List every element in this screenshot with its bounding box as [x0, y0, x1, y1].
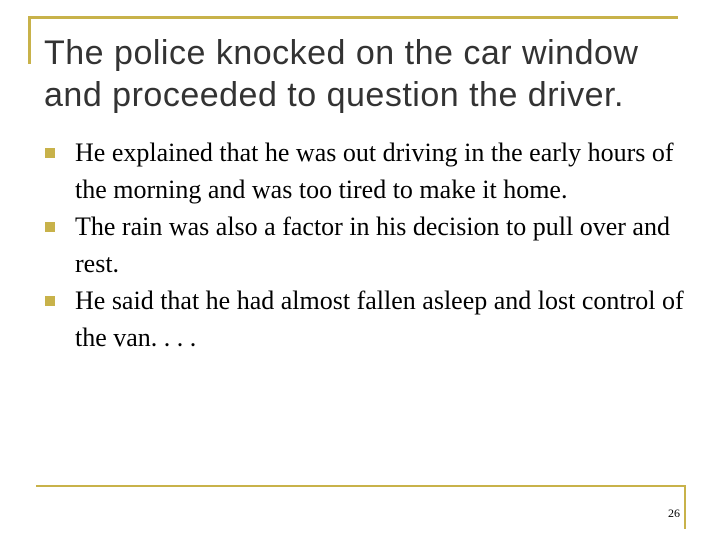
- page-number: 26: [668, 506, 680, 520]
- bullet-item-3: [44, 282, 684, 356]
- square-bullet-icon: [45, 222, 55, 232]
- square-bullet-icon: [45, 148, 55, 158]
- frame-top-border: [28, 16, 678, 19]
- bullet-list: [44, 134, 684, 356]
- frame-left-border: [28, 16, 31, 64]
- bullet-text-2: The rain was also a factor in his decision to pull over and rest.: [75, 212, 670, 278]
- bullet-item-2: [44, 208, 684, 282]
- bullet-item-1: [44, 134, 684, 208]
- frame-bottom-border: [36, 485, 686, 487]
- square-bullet-icon: [45, 296, 55, 306]
- frame-right-border: [684, 485, 686, 529]
- bullet-text-1: He explained that he was out driving in the early hours of the morning and was too tired to make it home.: [75, 138, 674, 204]
- bullet-text-3: He said that he had almost fallen asleep and lost control of the van. . . .: [75, 286, 684, 352]
- slide-title: The police knocked on the car window and proceeded to question the driver.: [44, 34, 639, 114]
